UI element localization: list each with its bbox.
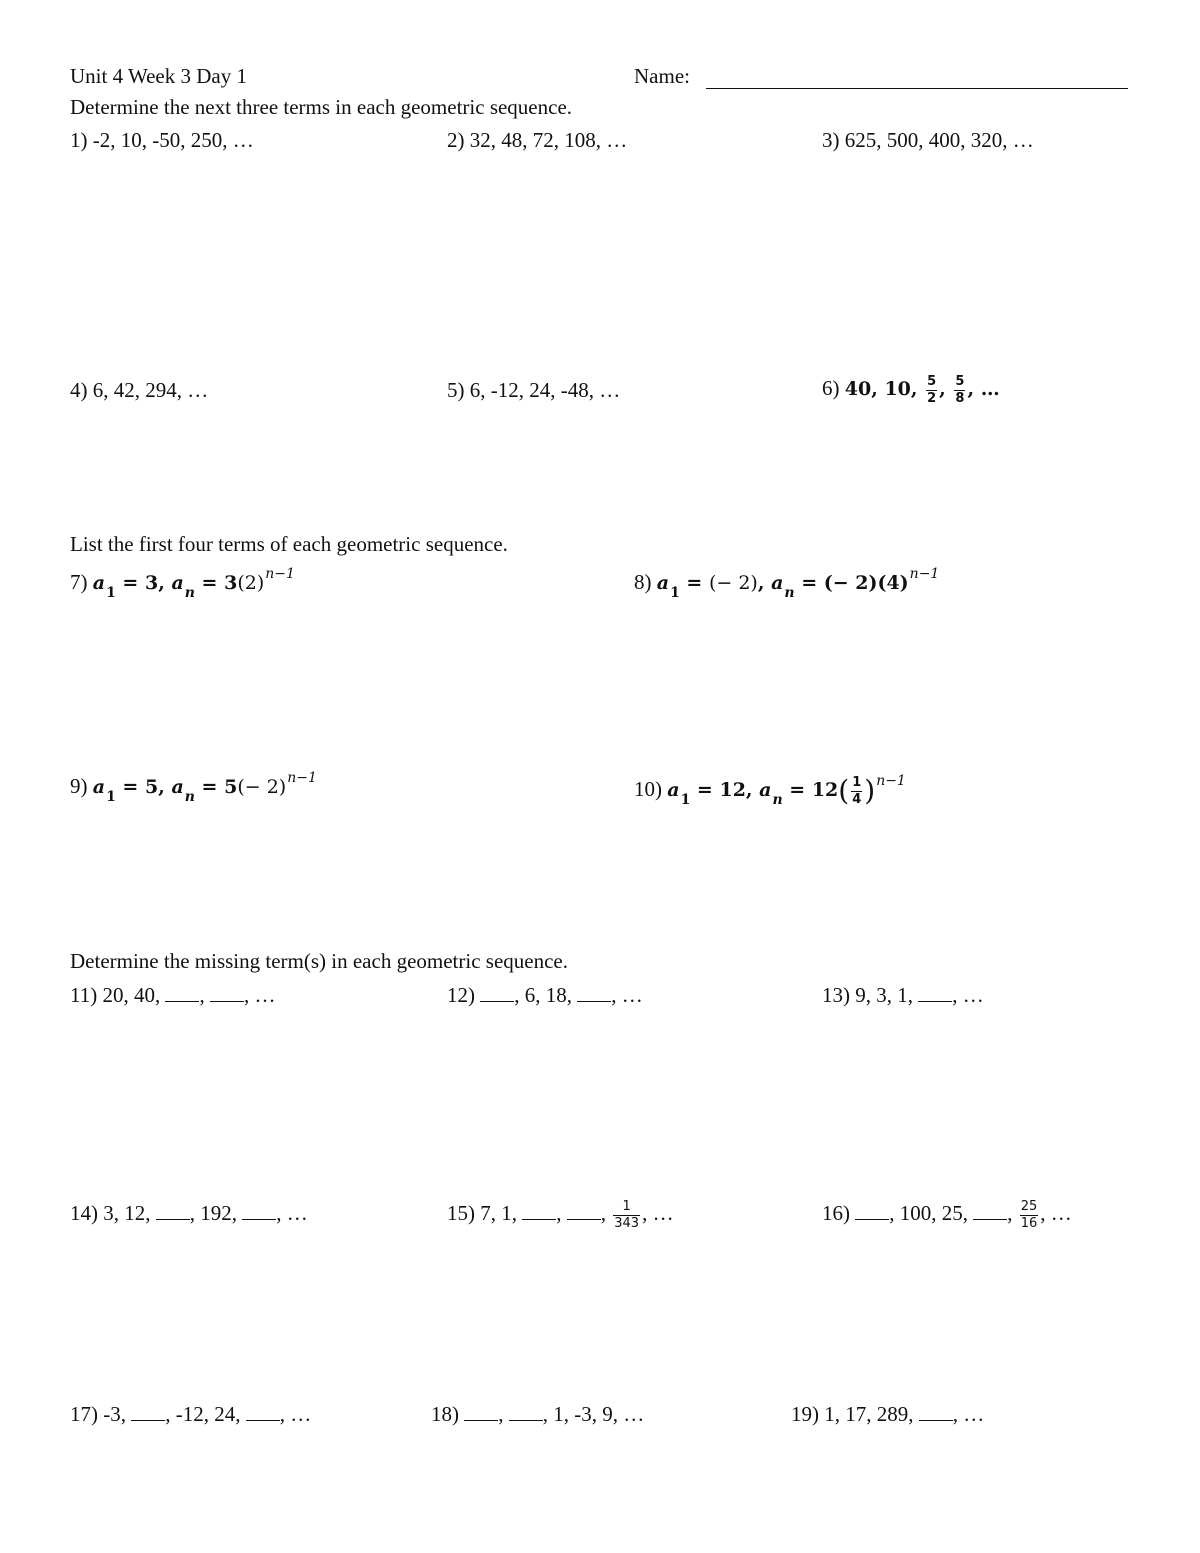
problem-18: 18) , , 1, -3, 9, … <box>431 1402 645 1426</box>
answer-blank[interactable] <box>242 1203 276 1220</box>
p6-term-1: 40 <box>844 378 872 401</box>
name-field-line[interactable] <box>706 88 1128 89</box>
answer-blank[interactable] <box>855 1203 889 1220</box>
p15-fraction: $\frac{1}{343}$ <box>614 1199 640 1231</box>
answer-blank[interactable] <box>210 985 244 1002</box>
p6-fraction-2: $\frac{5}{8}$ <box>955 374 965 406</box>
answer-blank[interactable] <box>577 985 611 1002</box>
answer-blank[interactable] <box>131 1404 165 1421</box>
problem-10: 10) $a_1 = 12$, $a_n = 12$( $\frac{1}{4}$ )$^{n-1}$ <box>634 773 906 809</box>
problem-8: 8) $a_1$ = (− 2), $a_n$ = (− $2)(4)^{n-1}$ <box>634 566 940 601</box>
p10-ratio-fraction: $\frac{1}{4}$ <box>852 775 862 807</box>
problem-3: 3) 625, 500, 400, 320, … <box>822 128 1034 152</box>
section2-instruction: List the first four terms of each geometric sequence. <box>70 532 508 556</box>
answer-blank[interactable] <box>973 1203 1007 1220</box>
section1-instruction: Determine the next three terms in each geometric sequence. <box>70 95 573 119</box>
answer-blank[interactable] <box>567 1203 601 1220</box>
answer-blank[interactable] <box>156 1203 190 1220</box>
answer-blank[interactable] <box>464 1404 498 1421</box>
problem-7: 7) $a_1 = 3$, $a_n = 3(2)^{n-1}$ <box>70 566 295 601</box>
problem-6-number: 6) <box>822 376 845 401</box>
answer-blank[interactable] <box>480 985 514 1002</box>
problem-16: 16) , 100, 25, , $\frac{25}{16}$ , … <box>822 1199 1072 1231</box>
answer-blank[interactable] <box>509 1404 543 1421</box>
problem-2: 2) 32, 48, 72, 108, … <box>447 128 628 152</box>
problem-6: 6) 40, 10, $\frac{5}{2}$ , $\frac{5}{8}$ , … <box>822 374 1000 406</box>
problem-1: 1) -2, 10, -50, 250, … <box>70 128 254 152</box>
problem-5: 5) 6, -12, 24, -48, … <box>447 378 621 402</box>
section3-instruction: Determine the missing term(s) in each geometric sequence. <box>70 949 568 973</box>
p9-a1: 5 <box>144 776 159 798</box>
problem-15: 15) 7, 1, , , $\frac{1}{343}$ , … <box>447 1199 674 1231</box>
p7-a1: 3 <box>144 572 159 594</box>
problem-9: 9) $a_1 = 5$, $a_n = 5(- 2)^{n-1}$ <box>70 770 317 805</box>
answer-blank[interactable] <box>919 1404 953 1421</box>
problem-14: 14) 3, 12, , 192, , … <box>70 1201 308 1225</box>
answer-blank[interactable] <box>165 985 199 1002</box>
name-label: Name: <box>634 64 690 88</box>
problem-13: 13) 9, 3, 1, , … <box>822 983 984 1007</box>
p6-term-2: 10 <box>884 378 911 401</box>
p16-fraction: $\frac{25}{16}$ <box>1020 1199 1038 1231</box>
p10-a1: 12 <box>719 779 746 802</box>
answer-blank[interactable] <box>246 1404 280 1421</box>
answer-blank[interactable] <box>918 985 952 1002</box>
p8-a1: (− 2) <box>708 572 758 594</box>
problem-12: 12) , 6, 18, , … <box>447 983 643 1007</box>
answer-blank[interactable] <box>522 1203 556 1220</box>
p6-fraction-1: $\frac{5}{2}$ <box>927 374 937 406</box>
problem-19: 19) 1, 17, 289, , … <box>791 1402 985 1426</box>
problem-11: 11) 20, 40, , , … <box>70 983 276 1007</box>
problem-17: 17) -3, , -12, 24, , … <box>70 1402 312 1426</box>
problem-4: 4) 6, 42, 294, … <box>70 378 209 402</box>
page-title: Unit 4 Week 3 Day 1 <box>70 64 247 88</box>
p6-ellipsis: … <box>980 378 1000 401</box>
